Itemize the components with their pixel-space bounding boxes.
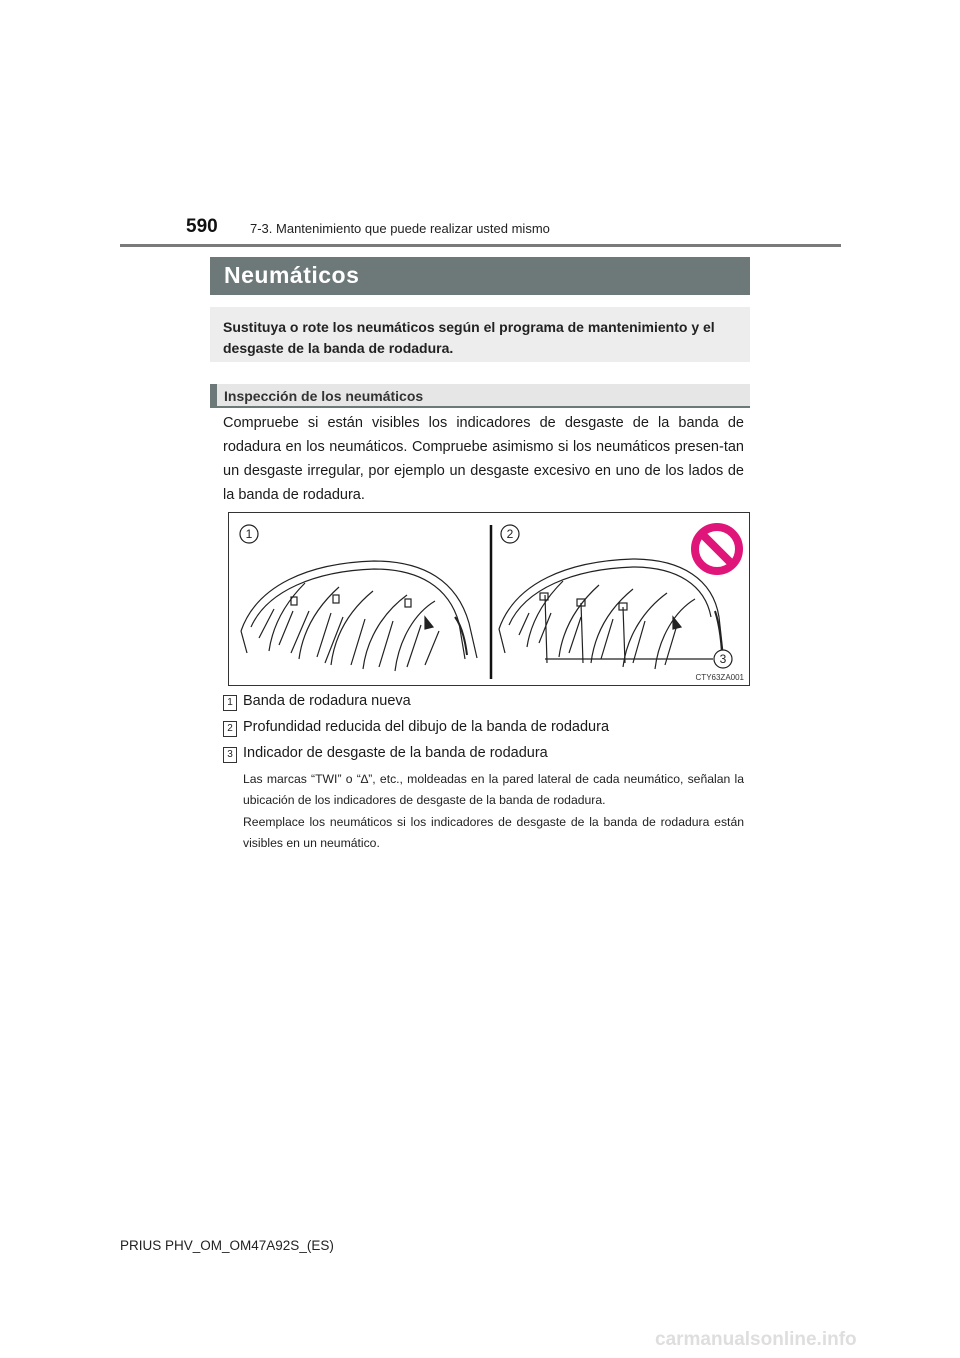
legend-number: 3 [223,747,237,763]
legend-item [223,718,753,744]
legend-text: Banda de rodadura nueva [243,693,411,709]
figure-legend [223,692,753,770]
section-header: 7-3. Mantenimiento que puede realizar usted mismo [250,221,550,236]
intro-text: Sustituya o rote los neumáticos según el programa de mantenimiento y el desgaste de la banda de rodadura. [223,319,715,356]
legend-number: 2 [223,721,237,737]
header-divider [120,244,841,247]
figure-code: CTY63ZA001 [695,673,744,682]
new-tread-tire [241,561,477,671]
intro-box [210,307,750,362]
subsection-header [210,384,750,408]
subsection-underline [210,406,750,408]
callout-2-label: 2 [506,527,514,541]
legend-item [223,692,753,718]
document-id: PRIUS PHV_OM_OM47A92S_(ES) [120,1238,334,1253]
note-replace-tires: Reemplace los neumáticos si los indicadores de desgaste de la banda de rodadura están visibles en un neumático. [243,815,744,850]
page-title: Neumáticos [224,262,360,288]
title-bar [210,257,750,295]
inspection-paragraph: Compruebe si están visibles los indicadores de desgaste de la banda de rodadura en los neumáticos. Compruebe asimismo si los neumáticos presen-tan un desgaste irregular, por ejemplo un desgaste excesivo en uno de los lados de la banda de rodadura. [223,415,744,503]
watermark: carmanualsonline.info [655,1329,857,1350]
legend-item [223,744,753,770]
legend-text: Profundidad reducida del dibujo de la banda de rodadura [243,719,610,735]
subsection-title: Inspección de los neumáticos [224,388,424,404]
callout-3-label: 3 [719,652,727,666]
subsection-marker [210,384,217,408]
legend-text: Indicador de desgaste de la banda de rodadura [243,745,548,761]
callout-1-label: 1 [245,527,253,541]
tire-wear-figure [228,512,750,686]
prohibition-icon [695,527,739,571]
legend-number: 1 [223,695,237,711]
note-twi-marks: Las marcas “TWI” o “∆”, etc., moldeadas en la pared lateral de cada neumático, señalan la ubicación de los indicadores de desgaste de la banda de rodadura. [243,772,744,807]
tire-illustration [229,513,751,687]
worn-tread-tire [499,559,723,669]
page-number: 590 [186,216,218,237]
